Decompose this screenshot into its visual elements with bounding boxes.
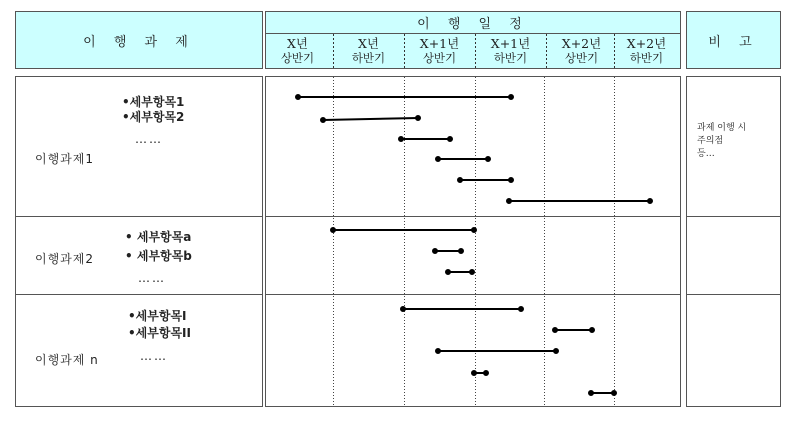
period-header-3: X+1년 상반기 — [419, 36, 460, 65]
period-header-6: X+2년 하반기 — [626, 36, 667, 65]
bar-task1-item4 — [436, 157, 490, 161]
header-schedule-title: 이 행 일 정 — [417, 16, 529, 32]
task-n-item-1: •세부항목I — [128, 309, 187, 323]
header-remarks-label: 비 고 — [708, 34, 759, 50]
period-header-2: X년 하반기 — [351, 36, 386, 65]
bar-taskn-item4 — [472, 371, 488, 375]
bar-task2-item2 — [433, 249, 463, 253]
period-header-5: X+2년 상반기 — [561, 36, 602, 65]
bar-taskn-item1 — [401, 307, 523, 311]
bar-task2-item1 — [331, 228, 476, 232]
task-1-remark-line-1: 과제 이행 시 — [697, 123, 747, 133]
bar-task1-item3 — [399, 137, 452, 141]
task-1-item-2: •세부항목2 — [122, 110, 185, 124]
task-2-more: …… — [138, 271, 166, 285]
bar-task1-item2 — [321, 116, 420, 122]
period-header-4: X+1년 하반기 — [490, 36, 531, 65]
task-name-2: 이행과제2 — [35, 252, 95, 266]
bar-taskn-item2 — [553, 328, 594, 332]
task-1-remark-line-3: 등… — [697, 149, 715, 159]
task-1-more: …… — [135, 132, 163, 146]
task-name-n: 이행과제 n — [35, 353, 99, 367]
task-1-remark — [697, 122, 746, 161]
header-tasks-label: 이 행 과 제 — [83, 34, 195, 50]
task-2-item-1: • 세부항목a — [125, 230, 192, 244]
bar-task1-item5 — [458, 178, 513, 182]
bar-task2-item3 — [446, 270, 474, 274]
header-period-dividers — [334, 34, 615, 68]
task-1-remark-line-2: 주의점 — [697, 136, 724, 146]
task-2-item-2: • 세부항목b — [125, 249, 192, 263]
task-name-1: 이행과제1 — [35, 152, 95, 166]
task-n-more: …… — [140, 349, 168, 363]
bar-task1-item6 — [507, 199, 652, 203]
task-1-item-1: •세부항목1 — [122, 95, 185, 109]
bar-taskn-item5 — [589, 391, 616, 395]
schedule-period-gridlines — [334, 77, 615, 406]
remarks-row-divider-1 — [686, 216, 781, 217]
period-header-1: X년 상반기 — [280, 36, 315, 65]
bar-taskn-item3 — [436, 349, 558, 353]
remarks-row-divider-2 — [686, 294, 781, 295]
task-n-item-2: •세부항목II — [128, 326, 191, 340]
